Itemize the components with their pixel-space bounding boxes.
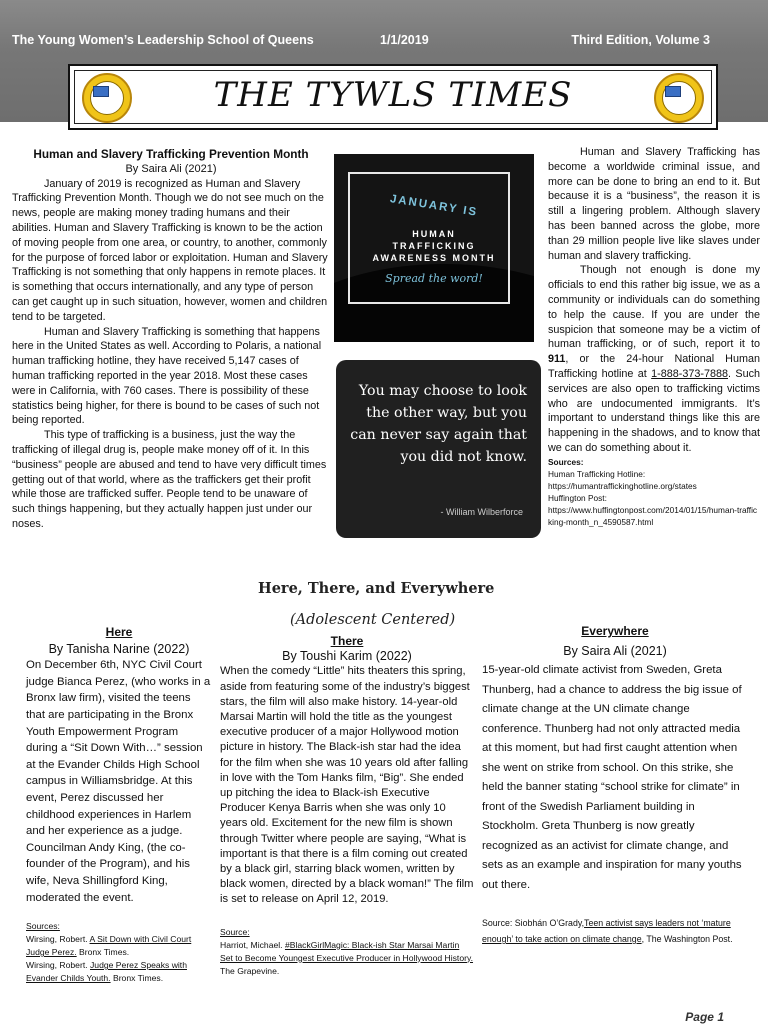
source-link[interactable]: https://humantraffickinghotline.org/states [548, 480, 697, 491]
page-number: Page 1 [685, 1010, 724, 1024]
newsletter-title: THE TYWLS TIMES [213, 75, 573, 115]
here-sources [26, 920, 212, 985]
here-article [26, 624, 212, 985]
there-byline: By Toushi Karim (2022) [282, 649, 412, 664]
school-seal-icon [654, 73, 704, 123]
there-sources [220, 926, 474, 978]
source-line: Harriot, Michael. #BlackGirlMagic: Black-ish Star Marsai Martin Set to Become Youngest Executive Producer in Hollywood History. The Grapevine. [220, 939, 474, 976]
hotline-number[interactable]: 1-888-373-7888 [651, 367, 729, 380]
image-text-line: HUMAN [412, 229, 456, 239]
lead-paragraph: January of 2019 is recognized as Human and Slavery Trafficking Prevention Month. Though we do not see much on the news, people are making money trading humans and their abilities. Human and Slavery Trafficking is known to be the action of moving people from one area, or country, to another, commonly for the purpose of forced labor or exploitation. Human and Slavery Trafficking is not something that only happens in remote places. It is something that occurs internationally, and any type of person can get caught up in such situation, however, women and children tend to be targeted. [12, 177, 328, 323]
everywhere-byline: By Saira Ali (2021) [563, 643, 667, 658]
lead-headline: Human and Slavery Trafficking Prevention Month [33, 147, 309, 161]
sources-label: Sources: [26, 921, 60, 932]
everywhere-body: 15-year-old climate activist from Sweden, Greta Thunberg, had a chance to address the big issue of climate change at the UN climate change conference. Thunberg had not only attracted media at this moment, but had first caught attention when she went on strike from school. On this strike, she held the banner stating “school strike for climate” in front of the Swedish Parliament building in Stockholm. Greta Thunberg is now greatly recognized as an activist for climate change, and sets as an example and inspiration for many youths out there. [482, 664, 742, 891]
lead-paragraph: Human and Slavery Trafficking is something that happens here in the United States as well. According to Polaris, a national human trafficking hotline, they have received 5,147 cases of human trafficking reported in the year 2018. Most these cases were in California, with 760 cases. There is possibility of these statistics being higher, for there is bound to be cases of such not being reported. [12, 325, 322, 427]
emergency-number: 911 [548, 353, 566, 366]
image-text-tagline: Spread the word! [385, 272, 483, 285]
source-link[interactable]: Judge Perez Speaks with Evander Childs Youth. [26, 960, 187, 984]
sources-label: Sources: [548, 456, 584, 467]
lead-article [12, 147, 330, 532]
edition-label: Third Edition, Volume 3 [571, 33, 710, 47]
lead-byline: By Saira Ali (2021) [125, 162, 217, 175]
school-name: The Young Women’s Leadership School of Queens [12, 33, 314, 47]
sources-block [548, 456, 760, 528]
section-subtitle: (Adolescent Centered) [290, 612, 456, 628]
source-link[interactable]: A Sit Down with Civil Court Judge Perez. [26, 934, 192, 958]
image-text-line: AWARENESS MONTH [372, 253, 496, 263]
lead-article-continued [548, 145, 760, 528]
image-text-main [334, 228, 534, 264]
lead-paragraph: Though not enough is done my officials to end this rather big issue, we as a community or individuals can do something to help the cause. If you are under the suspicion that someone may be a victim of human trafficking, or of such, report it to 911, or the 24-hour National Human Trafficking hotline at 1-888-373-7888. Such services are also open to trafficking victims who are undocumented immigrants. It’s important to understand things like this are happening in the shadows, and to know that we can do something about it. [548, 264, 761, 454]
here-body: On December 6th, NYC Civil Court judge Bianca Perez, (who works in a Bronx law firm), visited the teens that are participating in the Bronx Youth Empowerment Program during a “Sit Down With…” session at the Evander Childs High School campus in Williamsbridge. At this event, Perez discussed her childhood experiences in Harlem and her experience as a judge. Councilman Andy King, (the co-founder of the Program), and his wife, Neva Shillingford King, moderated the event. [26, 659, 211, 904]
lead-paragraph: This type of trafficking is a business, just the way the trafficking of illegal drug is, people make money off of it. In this “business” people are abused and tend to have very difficult times getting out of that world, where as the traffickers get their profit while those are trafficked suffer. People tend to be unaware of such things happening, but they actually happen just under our noses. [12, 429, 327, 530]
awareness-month-image [334, 154, 534, 342]
source-link[interactable]: https://www.huffingtonpost.com/2014/01/15/human-trafficking-month_n_4590587.html [548, 504, 758, 527]
source-line: Wirsing, Robert. Judge Perez Speaks with Evander Childs Youth. Bronx Times. [26, 960, 187, 984]
title-box [68, 64, 718, 130]
quote-image [336, 360, 541, 538]
lead-paragraph: Human and Slavery Trafficking has become a worldwide criminal issue, and more can be done to bring an end to it. But because it is a “business”, the reason it is still a lingering problem. Although slavery has been banned across the globe, more than 29 million people live like slaves under human and slavery trafficking. [548, 146, 760, 262]
there-heading: There [330, 634, 364, 648]
here-byline: By Tanisha Narine (2022) [48, 641, 190, 656]
source-link[interactable]: Teen activist says leaders not ‘mature enough’ to take action on climate change [482, 918, 731, 944]
quote-author: - William Wilberforce [440, 507, 523, 517]
source-line: Huffington Post: [548, 492, 607, 503]
quote-text: You may choose to look the other way, but you can never say again that you did not know. [350, 383, 527, 465]
everywhere-source: Source: Siobhán O’Grady,Teen activist says leaders not ‘mature enough’ to take action on climate change, The Washington Post. [482, 918, 733, 944]
here-heading: Here [105, 625, 133, 639]
everywhere-article [482, 622, 748, 947]
there-article [220, 634, 474, 978]
source-line: Human Trafficking Hotline: [548, 468, 646, 479]
there-body: When the comedy “Little” hits theaters this spring, aside from featuring some of the industry’s biggest stars, the film will also make history. 14-year-old Marsai Martin will hold the title as the youngest executive producer of a major Hollywood motion picture in history. The Black-ish star had the idea for the film when she was 10 years old after falling in love with the Tom Hanks film, “Big”. She ended up pitching the idea to Black-ish Executive Producer Kenya Barris when she was only 10 years old. Excitement for the new film is shown through Twitter where people are saying, “What is important is that there is a film coming out created by a black girl, starring black women, written by black women, directed by a black woman!” The film is set to release on April 12, 2019. [220, 665, 474, 906]
source-label: Source: [220, 926, 250, 937]
section-title: Here, There, and Everywhere [258, 580, 495, 597]
everywhere-heading: Everywhere [581, 624, 649, 638]
image-text-line: TRAFFICKING [392, 241, 476, 251]
source-link[interactable]: #BlackGirlMagic: Black-ish Star Marsai Martin Set to Become Youngest Executive Producer in Hollywood History. [220, 939, 474, 963]
issue-date: 1/1/2019 [380, 33, 429, 47]
source-line: Wirsing, Robert. A Sit Down with Civil Court Judge Perez. Bronx Times. [26, 934, 192, 958]
image-text-january: JANUARY IS [389, 193, 479, 219]
